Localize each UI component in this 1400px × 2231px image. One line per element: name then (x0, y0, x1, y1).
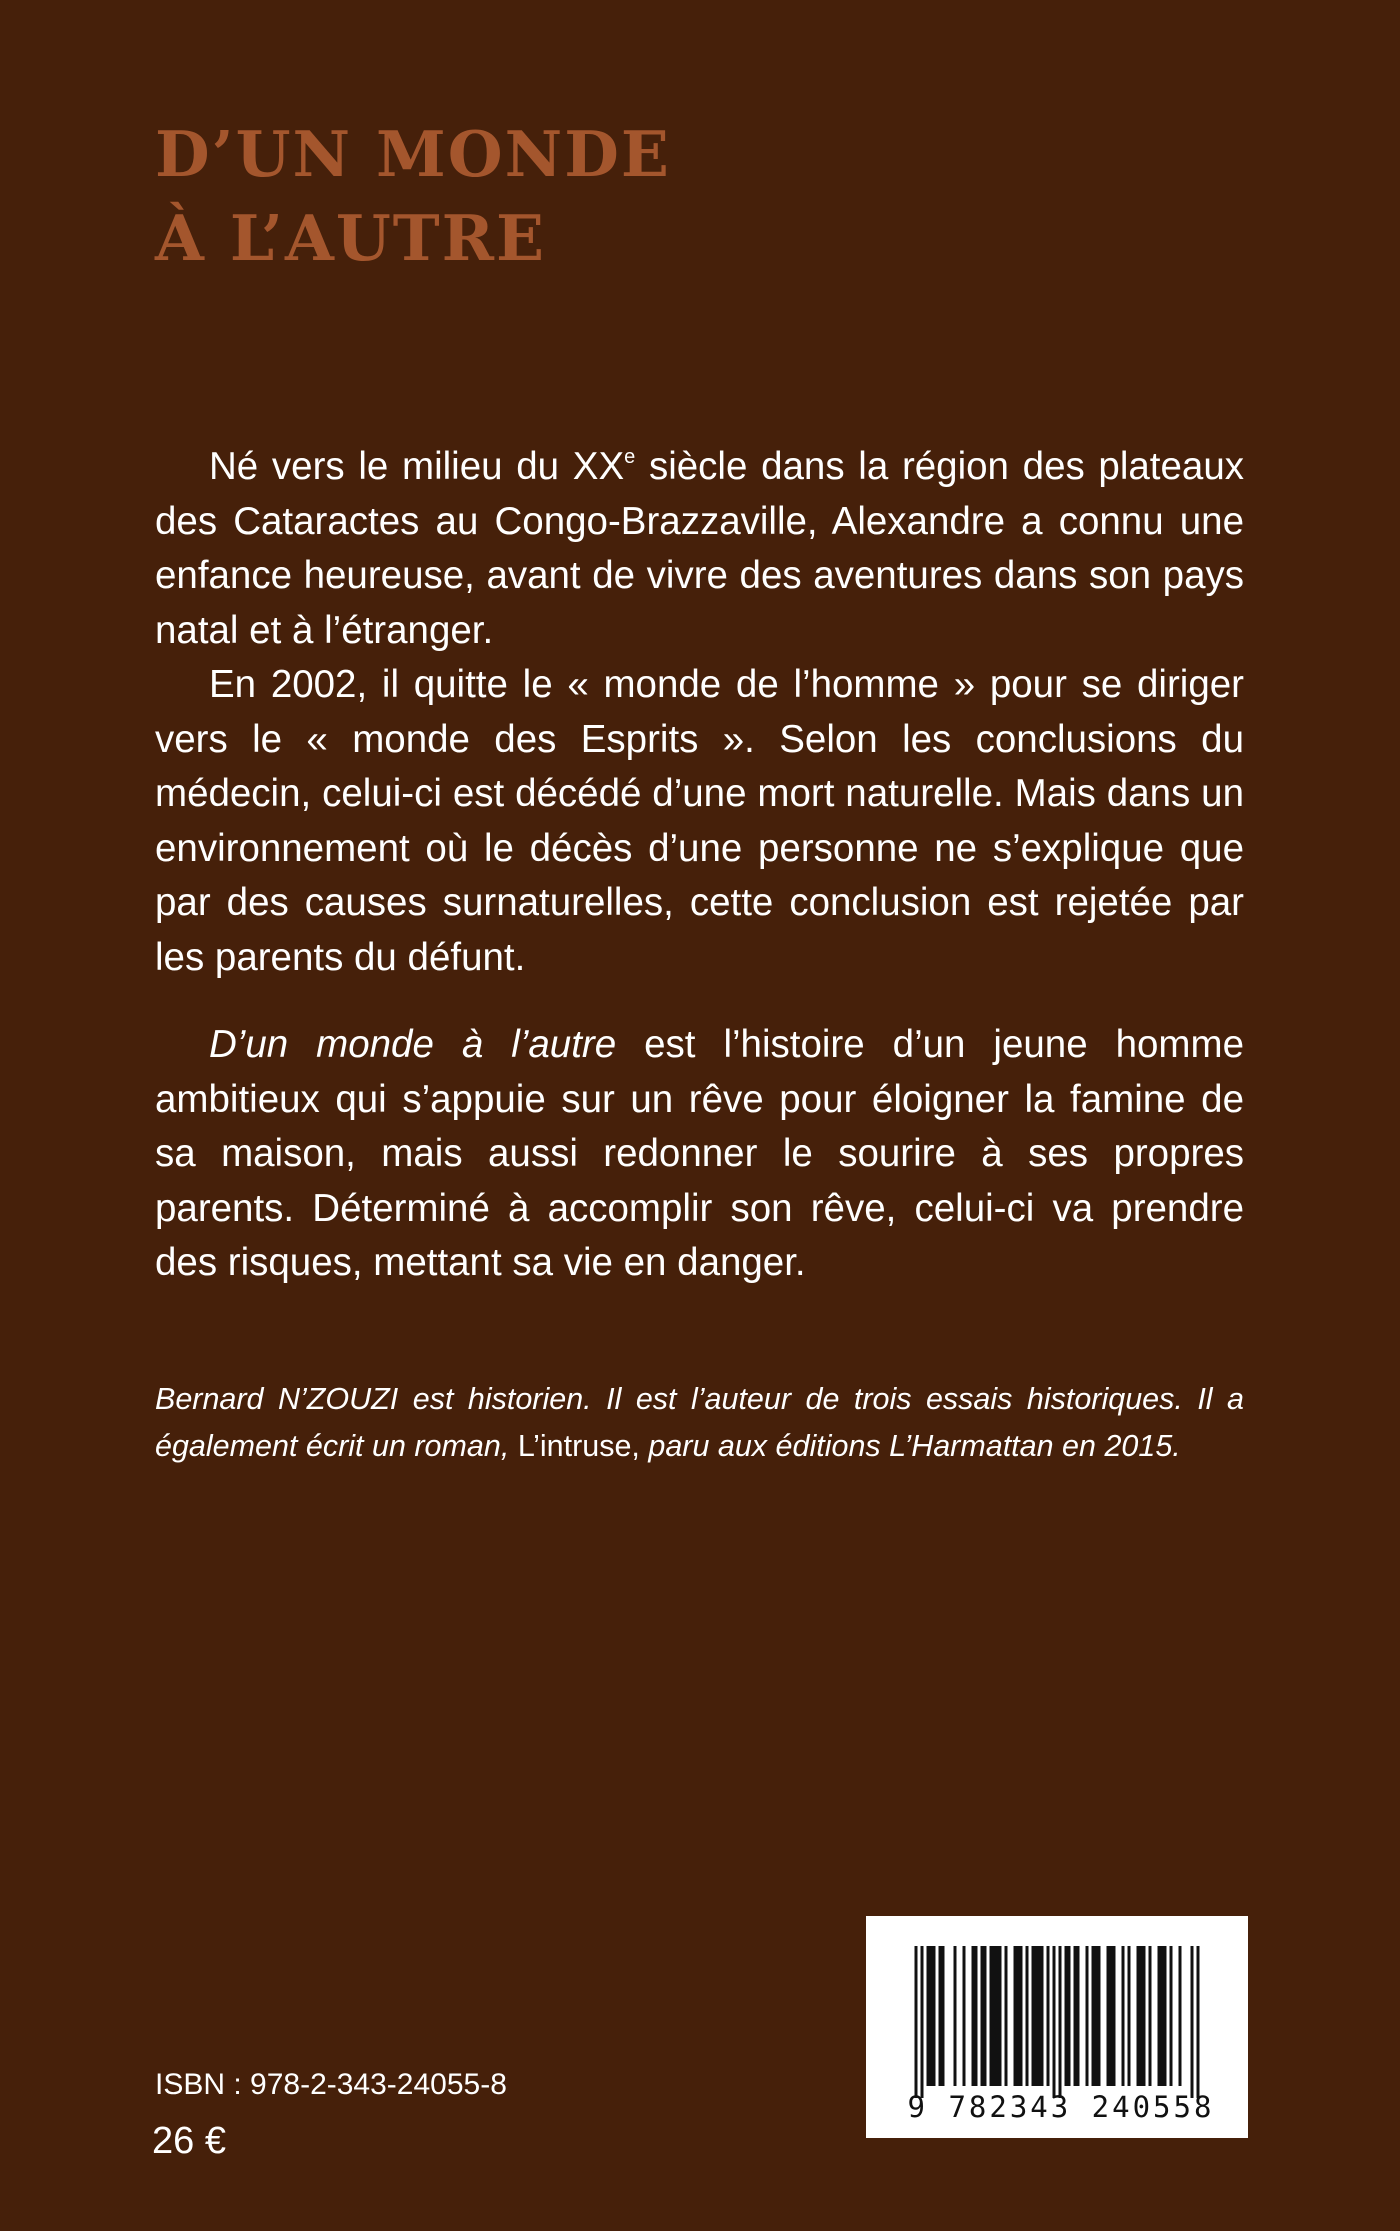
barcode-bar (1014, 1946, 1023, 2086)
barcode-bar (927, 1946, 936, 2086)
barcode-bar (915, 1946, 918, 2098)
barcode-digits: 9 782343 240558 (907, 2090, 1215, 2124)
barcode-bar (972, 1946, 978, 2086)
barcode-bar (1197, 1946, 1200, 2098)
synopsis-summary (155, 1018, 1244, 1291)
barcode-bar (981, 1946, 987, 2086)
title-line-2: À L’AUTRE (155, 201, 547, 275)
barcode-bar (1092, 1946, 1101, 2086)
barcode-bar (990, 1946, 1002, 2086)
barcode-bar (1158, 1946, 1167, 2086)
barcode-bar (1179, 1946, 1182, 2086)
barcode-bar (921, 1946, 924, 2098)
author-novel-title: L’intruse, (517, 1429, 640, 1463)
synopsis-paragraph-3 (155, 1018, 1244, 1291)
synopsis-paragraph-1 (155, 440, 1244, 658)
synopsis-book-title: D’un monde à l’autre (209, 1023, 617, 1066)
barcode-bar (1086, 1946, 1089, 2086)
barcode-bar (1122, 1946, 1125, 2086)
author-bio-end: paru aux éditions L’Harmattan en 2015. (639, 1429, 1181, 1463)
author-bio-start: Bernard N’ZOUZI est historien. Il est l’auteur de trois essais historiques. Il a également écrit un roman, (155, 1382, 1244, 1463)
barcode-bar (1170, 1946, 1173, 2086)
barcode (866, 1916, 1248, 2138)
barcode-bar (1032, 1946, 1044, 2086)
price-label: 26 € (152, 2120, 226, 2162)
barcode-bar (1005, 1946, 1008, 2086)
barcode-bar (1074, 1946, 1080, 2086)
book-title (155, 112, 671, 280)
synopsis-p1-start: Né vers le milieu du XX (209, 445, 625, 488)
synopsis-p3-text: est l’histoire d’un jeune homme ambitieux qui s’appuie sur un rêve pour éloigner la famine de sa maison, mais aussi redonner le sourire à ses propres parents. Déterminé à accomplir son rêve, celui-ci va prendre des risques, mettant sa vie en danger. (155, 1023, 1244, 1284)
barcode-bar (1149, 1946, 1152, 2086)
barcode-bar (1026, 1946, 1029, 2086)
barcode-bar (963, 1946, 966, 2086)
barcode-bar (1065, 1946, 1071, 2086)
barcode-bar (1107, 1946, 1116, 2086)
barcode-bar (1053, 1946, 1056, 2098)
barcode-bar (1059, 1946, 1062, 2098)
barcode-bar (939, 1946, 945, 2086)
title-line-1: D’UN MONDE (155, 117, 671, 191)
barcode-bar (954, 1946, 957, 2086)
synopsis-intro (155, 440, 1244, 985)
century-superscript: e (624, 446, 636, 468)
synopsis-paragraph-2: En 2002, il quitte le « monde de l’homme » pour se diriger vers le « monde des Esprits ». Selon les conclusions du médecin, celui-ci est décédé d’une mort naturelle. Mais dans un environnement où le décès d’une personne ne s’explique que par des causes surnaturelles, cette conclusion est rejetée par les parents du défunt. (155, 663, 1244, 979)
barcode-bar (1191, 1946, 1194, 2098)
author-bio (155, 1376, 1244, 1470)
barcode-bar (1047, 1946, 1050, 2086)
synopsis-p1-end: siècle dans la région des plateaux des Cataractes au Congo-Brazzaville, Alexandre a connu une enfance heureuse, avant de vivre des aventures dans son pays natal et à l’étranger. (155, 445, 1244, 652)
isbn-label: ISBN : 978-2-343-24055-8 (155, 2068, 507, 2101)
barcode-bar (1137, 1946, 1146, 2086)
barcode-bar (1128, 1946, 1131, 2086)
